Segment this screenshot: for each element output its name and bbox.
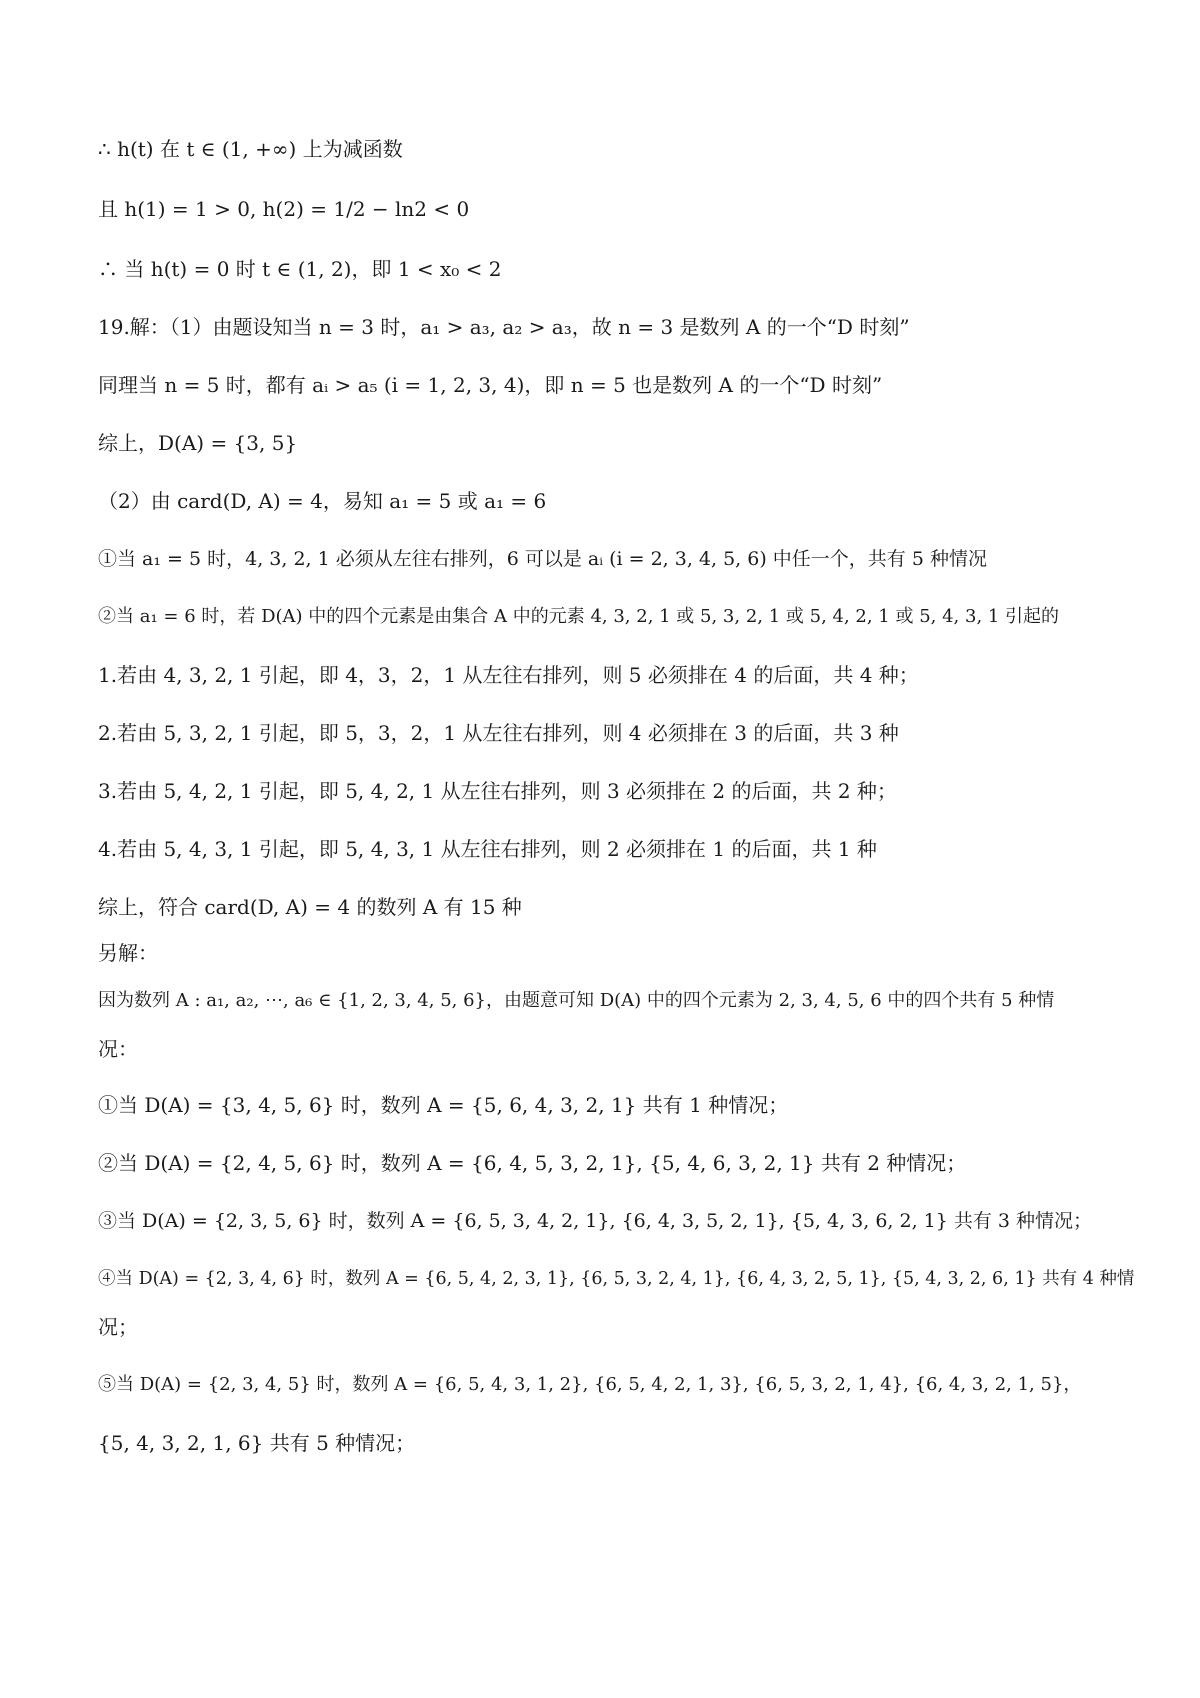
text-line: 综上，符合 card(D, A) = 4 的数列 A 有 15 种 (98, 895, 522, 919)
text-line: 同理当 n = 5 时，都有 aᵢ > a₅ (i = 1, 2, 3, 4)，即 n = 5 也是数列 A 的一个“D 时刻” (98, 373, 883, 397)
text-line: 况： (98, 1037, 138, 1061)
text-line: 1.若由 4, 3, 2, 1 引起，即 4，3，2，1 从左往右排列，则 5 必须排在 4 的后面，共 4 种； (98, 663, 919, 687)
text-line: 且 h(1) = 1 > 0, h(2) = 1/2 − ln2 < 0 (98, 197, 470, 221)
text-line: 另解： (98, 941, 158, 965)
text-line: ∴ 当 h(t) = 0 时 t ∈ (1, 2)，即 1 < x₀ < 2 (98, 257, 502, 281)
text-line: ∴ h(t) 在 t ∈ (1, +∞) 上为减函数 (98, 137, 403, 161)
text-line: ②当 a₁ = 6 时，若 D(A) 中的四个元素是由集合 A 中的元素 4, 3, 2, 1 或 5, 3, 2, 1 或 5, 4, 2, 1 或 5, 4, 3, 1 引起的 (98, 606, 1060, 627)
text-line: （2）由 card(D, A) = 4，易知 a₁ = 5 或 a₁ = 6 (98, 489, 547, 513)
text-line: ⑤当 D(A) = {2, 3, 4, 5} 时，数列 A = {6, 5, 4, 3, 1, 2}, {6, 5, 4, 2, 1, 3}, {6, 5, 3, 2, 1, 4}, {6, 4, 3, 2, 1, 5}， (98, 1374, 1082, 1395)
text-line: ①当 D(A) = {3, 4, 5, 6} 时，数列 A = {5, 6, 4, 3, 2, 1} 共有 1 种情况； (98, 1093, 789, 1117)
text-line: ①当 a₁ = 5 时，4, 3, 2, 1 必须从左往右排列，6 可以是 aᵢ (i = 2, 3, 4, 5, 6) 中任一个，共有 5 种情况 (98, 548, 987, 570)
text-line: 19.解：（1）由题设知当 n = 3 时，a₁ > a₃, a₂ > a₃，故 n = 3 是数列 A 的一个“D 时刻” (98, 315, 910, 339)
text-line: 况； (98, 1315, 138, 1339)
text-line: ④当 D(A) = {2, 3, 4, 6} 时，数列 A = {6, 5, 4, 2, 3, 1}, {6, 5, 3, 2, 4, 1}, {6, 4, 3, 2, 5, 1}, {5, 4, 3, 2, 6, 1} 共有 4 种情 (98, 1269, 1135, 1289)
text-line: ③当 D(A) = {2, 3, 5, 6} 时，数列 A = {6, 5, 3, 4, 2, 1}, {6, 4, 3, 5, 2, 1}, {5, 4, 3, 6, 2, 1} 共有 3 种情况； (98, 1210, 1093, 1232)
text-line: 因为数列 A : a₁, a₂, ⋯, a₆ ∈ {1, 2, 3, 4, 5, 6}，由题意可知 D(A) 中的四个元素为 2, 3, 4, 5, 6 中的四个共有 5 种情 (98, 990, 1055, 1011)
text-line: {5, 4, 3, 2, 1, 6} 共有 5 种情况； (98, 1431, 416, 1455)
text-line: 4.若由 5, 4, 3, 1 引起，即 5, 4, 3, 1 从左往右排列，则 2 必须排在 1 的后面，共 1 种 (98, 837, 877, 861)
text-line: ②当 D(A) = {2, 4, 5, 6} 时，数列 A = {6, 4, 5, 3, 2, 1}, {5, 4, 6, 3, 2, 1} 共有 2 种情况； (98, 1151, 967, 1175)
text-line: 3.若由 5, 4, 2, 1 引起，即 5, 4, 2, 1 从左往右排列，则 3 必须排在 2 的后面，共 2 种； (98, 779, 897, 803)
text-line: 2.若由 5, 3, 2, 1 引起，即 5，3，2，1 从左往右排列，则 4 必须排在 3 的后面，共 3 种 (98, 721, 899, 745)
text-line: 综上，D(A) = {3, 5} (98, 431, 298, 455)
